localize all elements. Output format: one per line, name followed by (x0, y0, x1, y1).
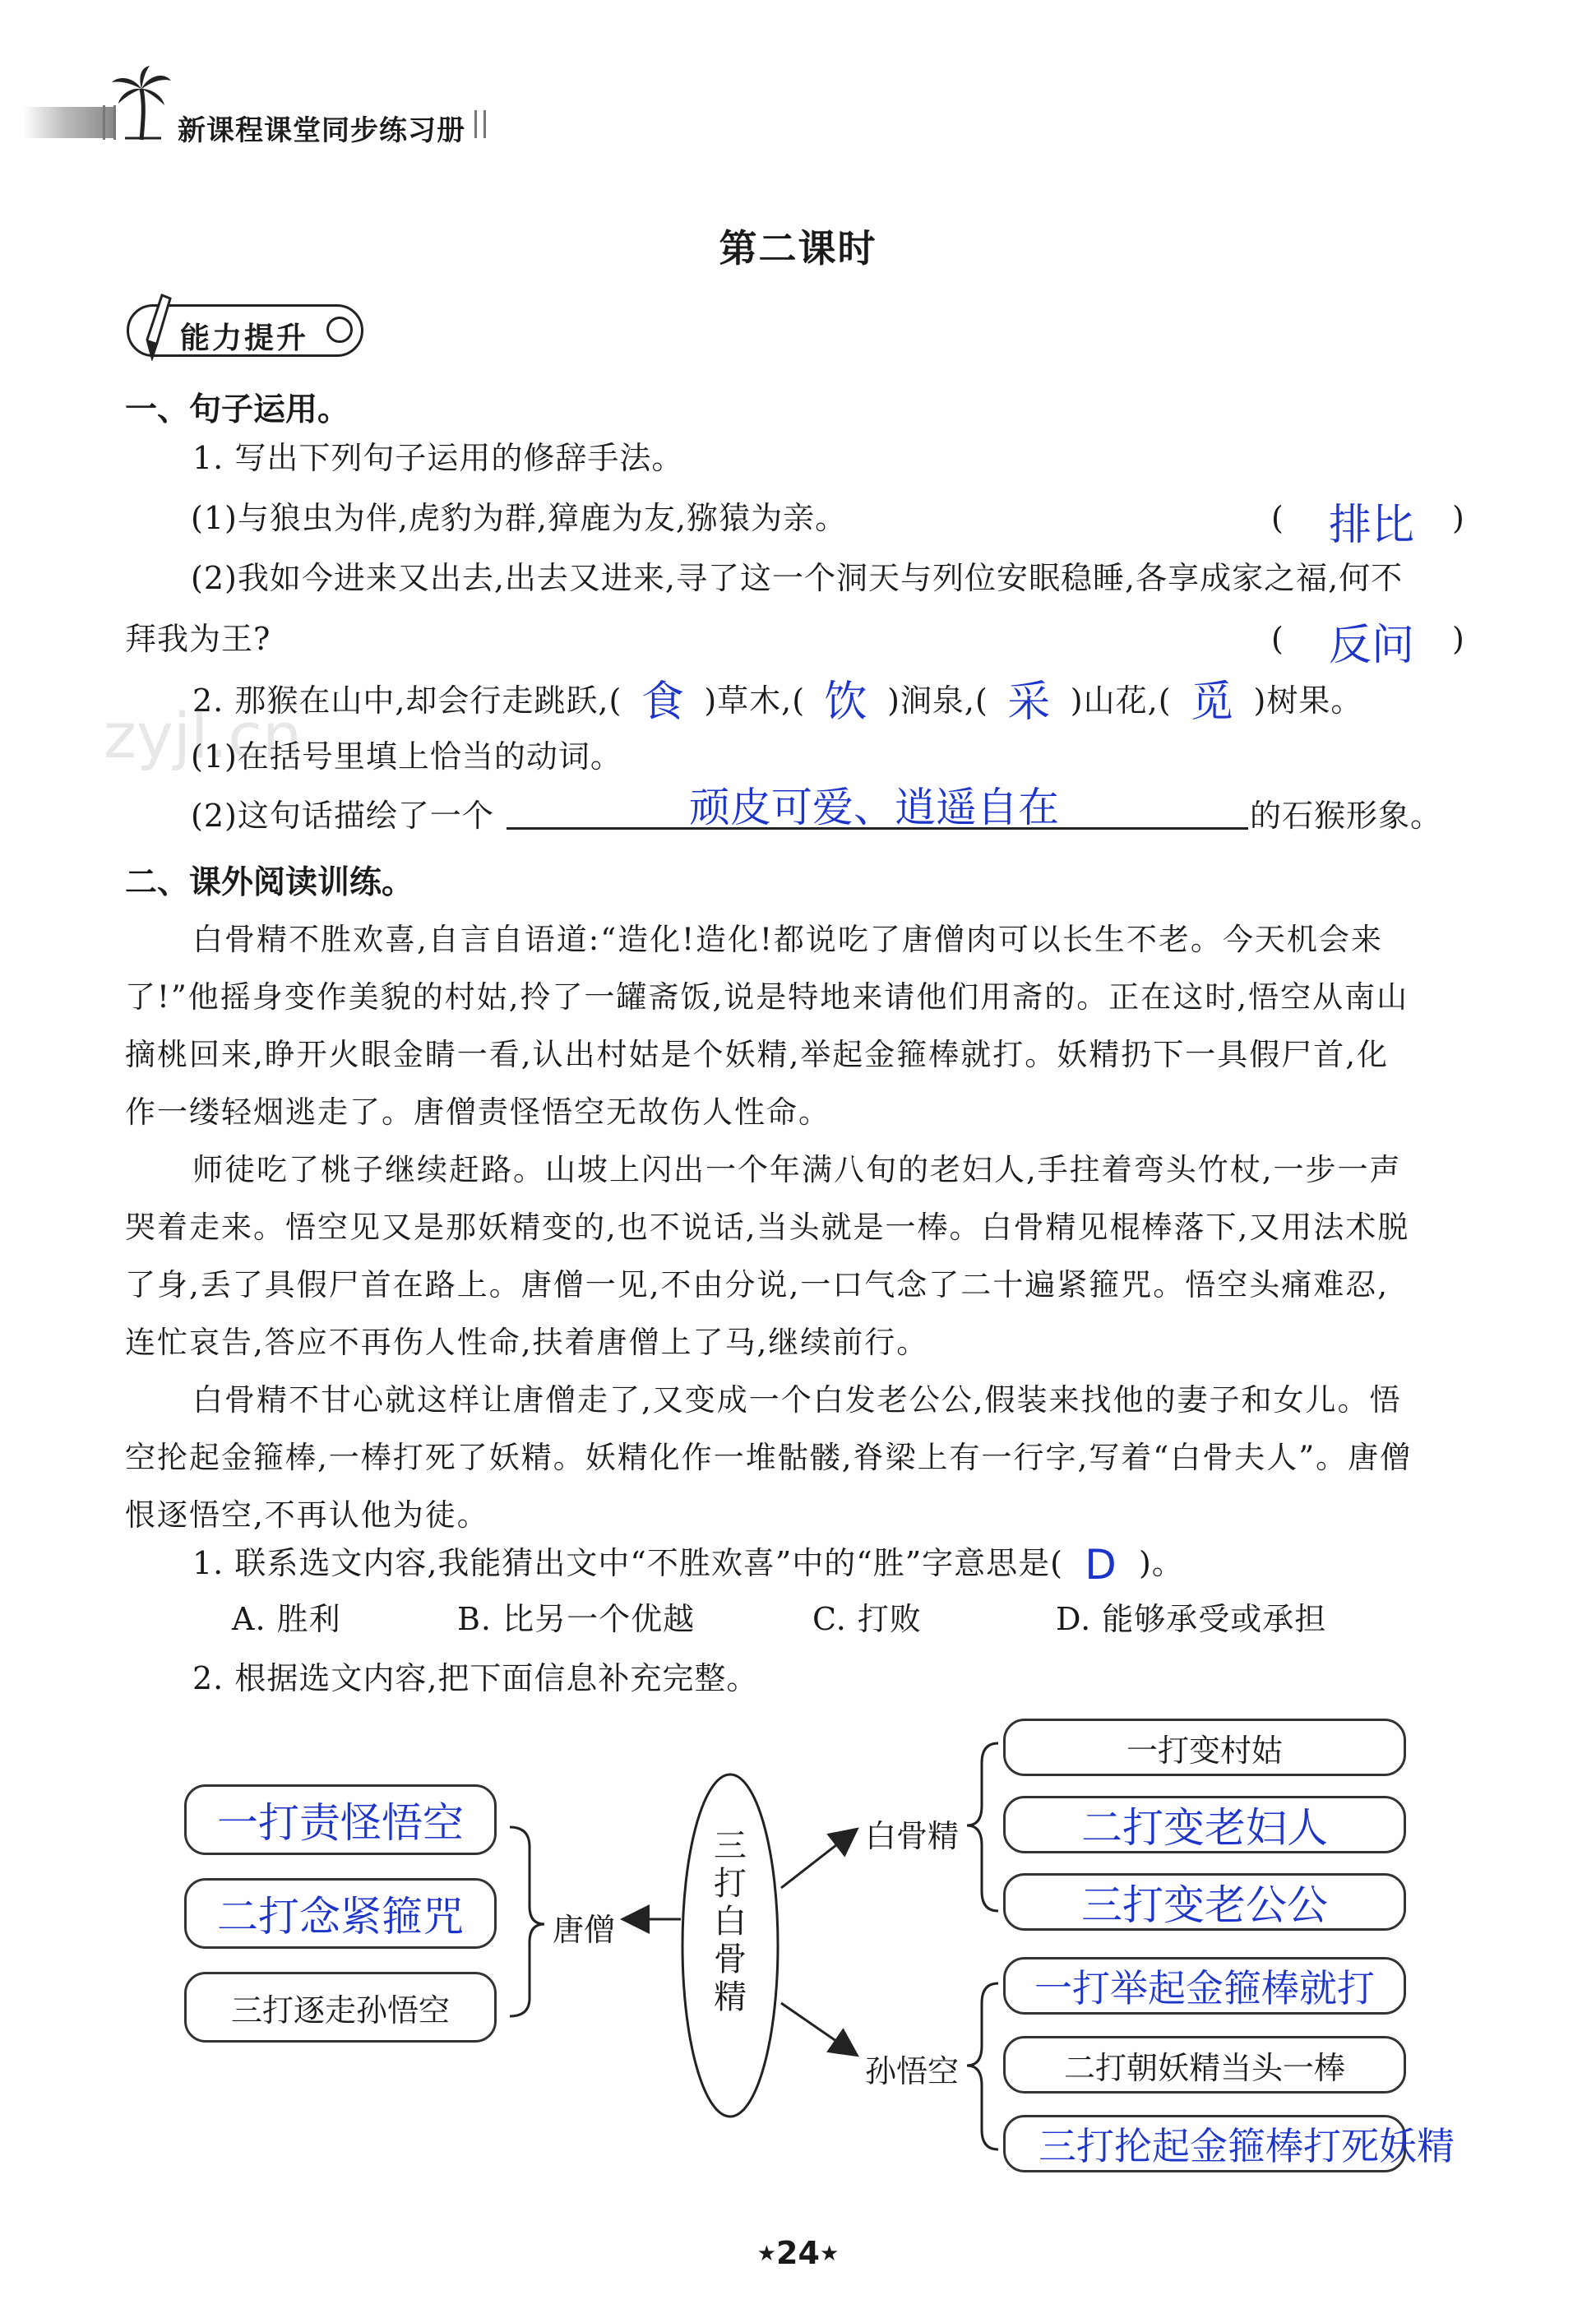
page-number-value: 24 (776, 2235, 820, 2271)
s2-q1-post: )。 (1138, 1545, 1184, 1581)
s1-q2-part4: )山花,( (1070, 682, 1172, 719)
page-number (0, 2235, 1596, 2271)
passage-line: 恨逐悟空,不再认他为徒。 (125, 1497, 489, 1533)
tangseng-box-1: 一打责怪悟空 (184, 1784, 497, 1855)
baigujing-box-2: 二打变老妇人 (1003, 1796, 1406, 1853)
watermark: zyjl.cn (104, 699, 303, 772)
s2-q1-answer: D (1085, 1541, 1117, 1589)
s1-q2-answer1: 食 (641, 678, 685, 727)
s2-q1-option-c: C. 打败 (812, 1601, 922, 1637)
tangseng-box-3: 三打逐走孙悟空 (184, 1972, 497, 2043)
s1-q2-sub1: (1)在括号里填上恰当的动词。 (191, 738, 622, 775)
s1-q2-part1: 2. 那猴在山中,却会行走跳跃,( (192, 682, 622, 719)
s1-q2-sub2-pre: (2)这句话描绘了一个 (191, 798, 494, 834)
diagram-center-label: 三打白骨精 (714, 1827, 747, 2016)
s1-q2-answer4: 觅 (1191, 678, 1235, 727)
lesson-title: 第二课时 (719, 226, 877, 271)
sunwukong-box-2: 二打朝妖精当头一棒 (1003, 2036, 1406, 2094)
star-icon: ★ (819, 2242, 840, 2266)
s1-q1-item1-answer: 排比 (1329, 501, 1415, 550)
star-icon: ★ (756, 2242, 777, 2266)
section2-title: 二、课外阅读训练。 (125, 864, 414, 901)
s1-q1-item1: (1)与狼虫为伴,虎豹为群,獐鹿为友,猕猿为亲。 (191, 500, 848, 536)
sunwukong-box-1: 一打举起金箍棒就打 (1003, 1957, 1406, 2015)
passage-line: 连忙哀告,答应不再伤人性命,扶着唐僧上了马,继续前行。 (125, 1325, 929, 1360)
s1-q2-part3: )涧泉,( (887, 682, 988, 719)
baigujing-box-1: 一打变村姑 (1003, 1719, 1406, 1776)
diagram-left-label: 唐僧 (553, 1912, 616, 1948)
s1-q2-sub2-post: 的石猴形象。 (1250, 798, 1443, 834)
s2-q1-option-d: D. 能够承受或承担 (1056, 1601, 1327, 1637)
passage-line: 师徒吃了桃子继续赶路。山坡上闪出一个年满八旬的老妇人,手拄着弯头竹杖,一步一声 (192, 1152, 1402, 1187)
diagram-right-top-label: 白骨精 (865, 1818, 960, 1854)
s2-q1-pre: 1. 联系选文内容,我能猜出文中“不胜欢喜”中的“胜”字意思是( (192, 1545, 1063, 1581)
s1-q2-answer2: 饮 (824, 678, 868, 727)
s1-q1-item2-paren-right: ) (1452, 621, 1465, 657)
passage-line: 白骨精不甘心就这样让唐僧走了,又变成一个白发老公公,假装来找他的妻子和女儿。悟 (192, 1382, 1402, 1418)
passage-line: 了身,丢了具假尸首在路上。唐僧一见,不由分说,一口气念了二十遍紧箍咒。悟空头痛难忍, (125, 1267, 1390, 1302)
s2-q1-option-a: A. 胜利 (232, 1601, 341, 1637)
s1-q1-item2-paren-left: ( (1271, 621, 1284, 657)
s2-q1-option-b: B. 比另一个优越 (457, 1601, 696, 1637)
baigujing-box-3: 三打变老公公 (1003, 1873, 1406, 1931)
s2-q2-prompt: 2. 根据选文内容,把下面信息补充完整。 (192, 1660, 759, 1696)
tangseng-box-2: 二打念紧箍咒 (184, 1878, 497, 1949)
passage-line: 空抡起金箍棒,一棒打死了妖精。妖精化作一堆骷髅,脊梁上有一行字,写着“白骨夫人”。唐僧 (125, 1440, 1413, 1475)
s1-q2-part2: )草木,( (704, 682, 806, 719)
s1-q1-item2-line1: (2)我如今进来又出去,出去又进来,寻了这一个洞天与列位安眠稳睡,各享成家之福,何不 (191, 560, 1404, 596)
passage-line: 摘桃回来,睁开火眼金睛一看,认出村姑是个妖精,举起金箍棒就打。妖精扔下一具假尸首,化 (125, 1037, 1390, 1072)
passage-line: 作一缕轻烟逃走了。唐僧责怪悟空无故伤人性命。 (125, 1094, 830, 1130)
passage-line: 了!”他摇身变作美貌的村姑,拎了一罐斋饭,说是特地来请他们用斋的。正在这时,悟空从南山 (125, 979, 1409, 1015)
passage-line: 白骨精不胜欢喜,自言自语道:“造化!造化!都说吃了唐僧肉可以长生不老。今天机会来 (192, 922, 1383, 957)
s1-q1-item1-paren-right: ) (1452, 500, 1465, 536)
diagram-right-bottom-label: 孙悟空 (865, 2053, 960, 2089)
s1-q2-part5: )树果。 (1253, 682, 1363, 719)
s1-q2-answer3: 采 (1007, 678, 1052, 727)
section1-title: 一、句子运用。 (125, 391, 350, 428)
sunwukong-box-3: 三打抡起金箍棒打死妖精 (1003, 2115, 1406, 2172)
s1-q1-prompt: 1. 写出下列句子运用的修辞手法。 (192, 440, 684, 476)
s1-q1-item2-answer: 反问 (1329, 621, 1415, 670)
series-title: 新课程课堂同步练习册 (178, 114, 465, 147)
s1-q1-item2-line2: 拜我为王? (125, 621, 271, 657)
passage-line: 哭着走来。悟空见又是那妖精变的,也不说话,当头就是一棒。白骨精见棍棒落下,又用法术脱 (125, 1210, 1410, 1245)
badge-label: 能力提升 (180, 322, 309, 355)
s1-q2-sub2-answer: 顽皮可爱、逍遥自在 (689, 784, 1059, 831)
s1-q1-item1-paren-left: ( (1271, 500, 1284, 536)
